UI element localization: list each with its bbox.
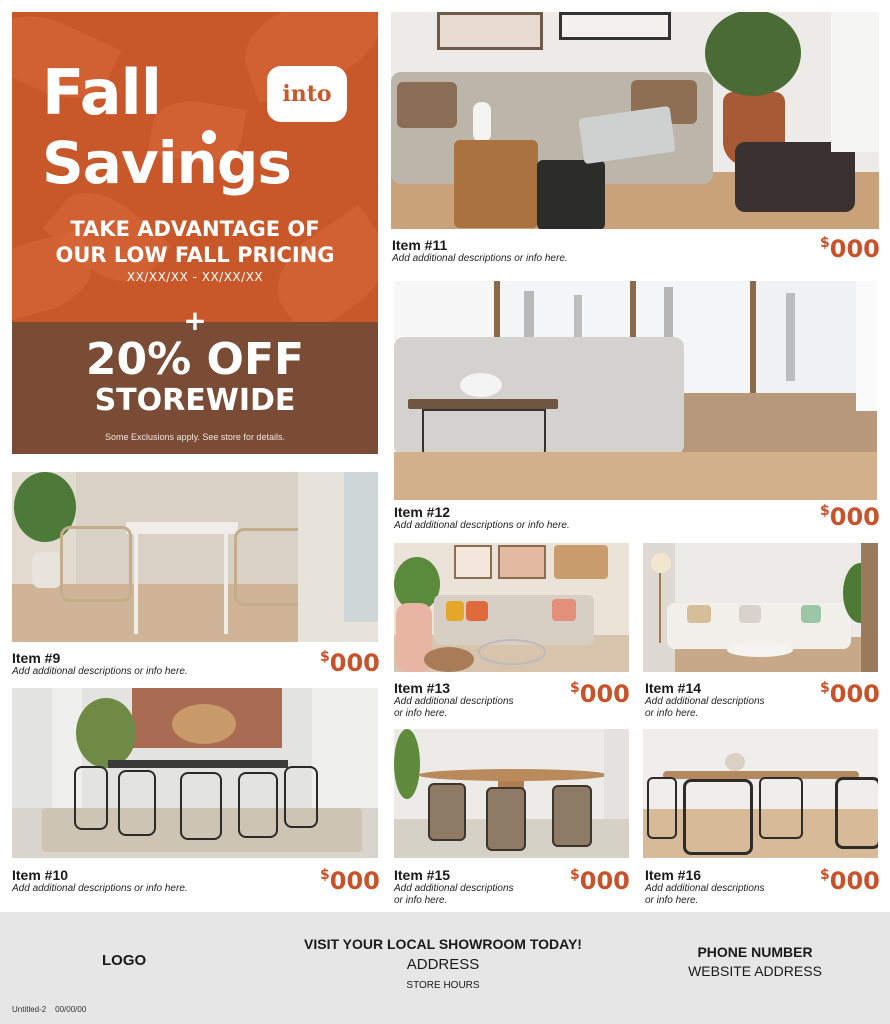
file-meta [12,1005,86,1014]
store-address: ADDRESS [406,956,480,973]
footer [0,912,890,1024]
item-16-price: $000 [820,867,880,895]
promo-banner [12,12,378,322]
file-date: 00/00/00 [55,1005,87,1014]
item-9-title: Item #9 [12,650,61,666]
item-14-description-line-2: or info here. [645,708,699,719]
item-15-description [394,883,514,907]
promo-subline-2: OUR LOW FALL PRICING [55,243,335,267]
headline-into-badge: into [267,66,347,122]
item-16-title: Item #16 [645,867,702,883]
item-11-description: Add additional descriptions or info here. [392,253,568,264]
item-15-description-line-1: Add additional descriptions [394,883,514,894]
showroom-cta: VISIT YOUR LOCAL SHOWROOM TODAY! [304,936,582,952]
item-9-photo [12,472,378,642]
item-13-description [394,696,514,720]
item-15-title: Item #15 [394,867,451,883]
item-12-price: $000 [820,503,880,531]
item-16-description-line-1: Add additional descriptions [645,883,765,894]
item-14-description [645,696,765,720]
item-11-price: $000 [820,235,880,263]
plus-icon: + [183,304,207,337]
item-15-photo [394,729,629,858]
phone-number: PHONE NUMBER [697,944,813,960]
item-13-title: Item #13 [394,680,451,696]
storewide-text: STOREWIDE [94,383,296,418]
item-13-description-line-1: Add additional descriptions [394,696,514,707]
item-10-photo [12,688,378,858]
discount-panel [12,322,378,454]
promo-dates: XX/XX/XX - XX/XX/XX [126,270,264,284]
item-9-description: Add additional descriptions or info here. [12,666,188,677]
item-13-description-line-2: or info here. [394,708,448,719]
item-16-description [645,883,765,907]
item-15-description-line-2: or info here. [394,895,448,906]
item-11-photo [391,12,879,229]
item-12-description: Add additional descriptions or info here. [394,520,570,531]
item-12-photo [394,281,877,500]
store-hours: STORE HOURS [406,980,480,991]
item-14-description-line-1: Add additional descriptions [645,696,765,707]
item-16-photo [643,729,878,858]
item-14-price: $000 [820,680,880,708]
logo-placeholder: LOGO [102,952,147,969]
item-13-photo [394,543,629,672]
item-13-price: $000 [570,680,630,708]
item-14-title: Item #14 [645,680,702,696]
website-address: WEBSITE ADDRESS [688,963,822,979]
item-15-price: $000 [570,867,630,895]
item-10-price: $000 [320,867,380,895]
exclusions-note: Some Exclusions apply. See store for details. [105,432,285,442]
item-9-price: $000 [320,649,380,677]
item-10-title: Item #10 [12,867,69,883]
item-16-description-line-2: or info here. [645,895,699,906]
promo-subline-1: TAKE ADVANTAGE OF [70,217,320,241]
item-11-title: Item #11 [392,237,448,253]
headline-fall: Fall [42,56,162,129]
item-10-description: Add additional descriptions or info here. [12,883,188,894]
discount-text: 20% OFF [85,334,305,385]
headline-savings: Savings [42,129,291,197]
item-12-title: Item #12 [394,504,451,520]
file-name: Untitled-2 [12,1005,47,1014]
item-14-photo [643,543,878,672]
